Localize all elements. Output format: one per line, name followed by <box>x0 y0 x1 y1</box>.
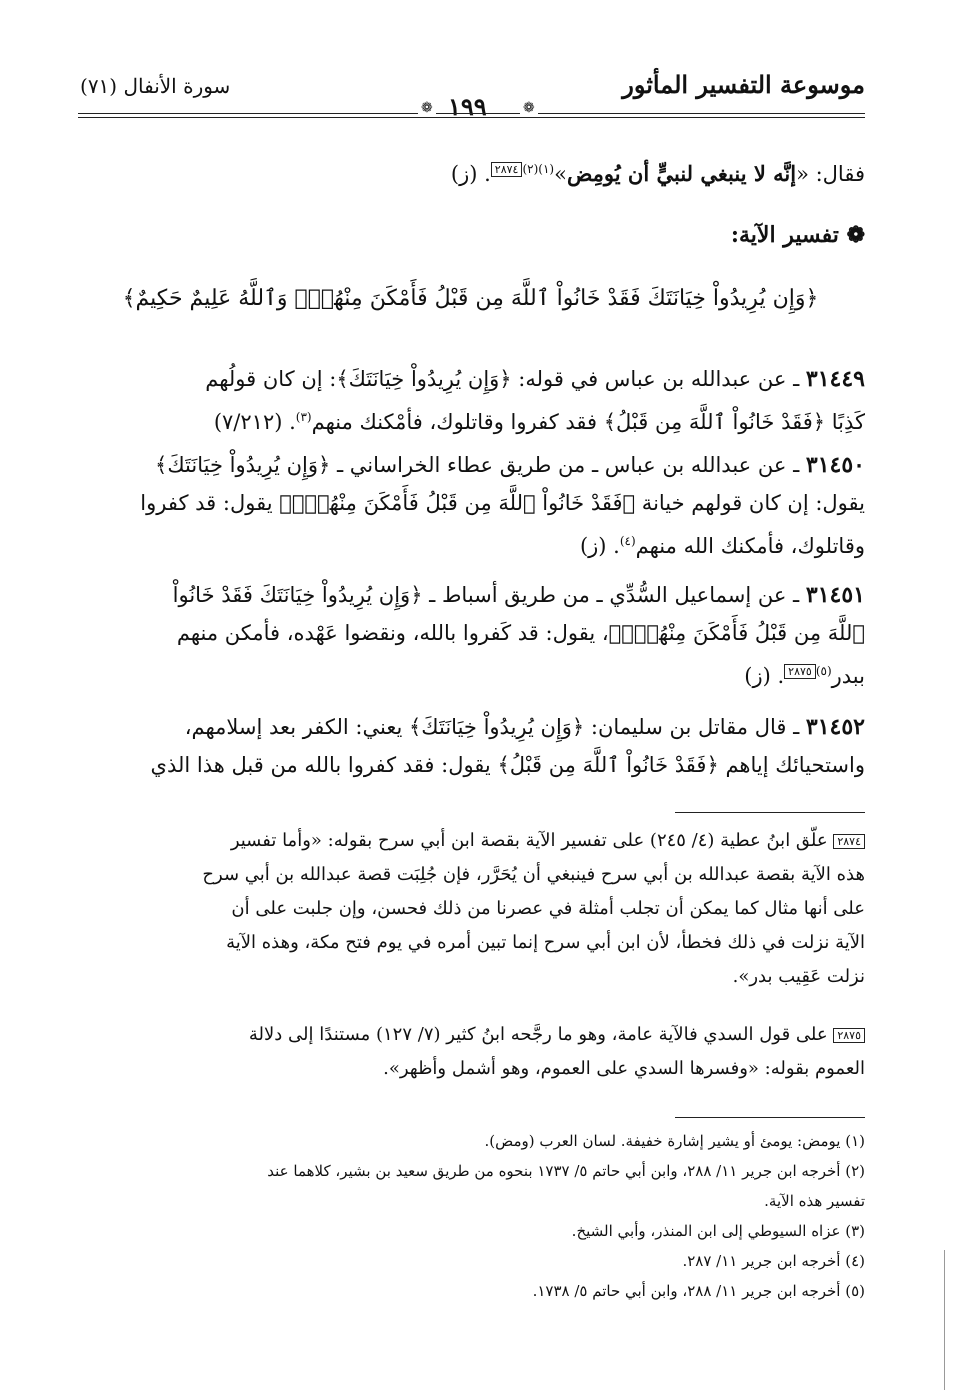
flower-icon: ❁ <box>846 222 865 248</box>
footnote-2-cont: تفسير هذه الآية. <box>764 1192 865 1210</box>
surah-title: سورة الأنفال (٧١) <box>80 74 231 98</box>
intro-line: فقال: «إنَّه لا ينبغي لنبيٍّ أن يُومِض»$^{(١)(٢)}$٢٨٧٤. (ز) <box>450 161 865 186</box>
ornament-icon: ❁ <box>520 100 538 116</box>
page-number: ١٩٩ <box>448 92 487 121</box>
note-ref-box: ٢٨٧٥ <box>784 664 816 679</box>
page-edge-line <box>944 1250 945 1390</box>
note-ref-box: ٢٨٧٤ <box>491 162 523 177</box>
entry-31449: ٣١٤٤٩ ـ عن عبدالله بن عباس في قوله: ﴿وَإِن يُرِيدُواْ خِيَانَتَكَ﴾: إن كان قولُهم كَذِبًا ﴿فَقَدْ خَانُواْ ٱللَّهَ مِن قَبْلُ﴾ فقد كفروا وقاتلوك، فأمْكنك منهم$^{(٣)}$. (٧/٢١٢) <box>205 366 865 434</box>
header-rule-thin <box>78 117 865 118</box>
book-title: موسوعة التفسير المأثور <box>622 70 865 99</box>
entry-number: ٣١٤٥٢ <box>805 714 865 740</box>
entry-number: ٣١٤٤٩ <box>805 366 865 392</box>
entry-31450: ٣١٤٥٠ ـ عن عبدالله بن عباس ـ من طريق عطاء الخراساني ـ ﴿وَإِن يُرِيدُواْ خِيَانَتَكَ﴾ يقول: إن كان قولهم خيانة ﴿فَقَدْ خَانُواْ ٱللَّهَ مِن قَبْلُ فَأَمْكَنَ مِنْهُمْۗ﴾ يقول: قد كفروا وقاتلوك، فأمكنك الله منهم$^{(٤)}$. (ز) <box>140 452 865 558</box>
footnote-1: (١) يومض: يومئ أو يشير إشارة خفيفة. لسان العرب (ومض). <box>484 1132 865 1150</box>
footnotes <box>76 1126 865 1306</box>
note-ref-box: ٢٨٧٤ <box>833 834 865 849</box>
entry-number: ٣١٤٥١ <box>805 582 865 608</box>
footnote-3: (٣) عزاه السيوطي إلى ابن المنذر، وأبي الشيخ. <box>571 1222 865 1240</box>
ornament-icon: ❁ <box>418 100 436 116</box>
hadith-quote: إنَّه لا ينبغي لنبيٍّ أن يُومِض <box>566 161 797 186</box>
entry-number: ٣١٤٥٠ <box>805 452 865 478</box>
note-ref-box: ٢٨٧٥ <box>833 1028 865 1043</box>
quran-verse: ﴿وَإِن يُرِيدُواْ خِيَانَتَكَ فَقَدْ خَانُواْ ٱللَّهَ مِن قَبْلُ فَأَمْكَنَ مِنْهُمْۗ وَٱللَّهُ عَلِيمٌ حَكِيمٌ﴾ <box>122 286 819 311</box>
header-rule <box>78 113 865 114</box>
footnote-2: (٢) أخرجه ابن جرير ١١/ ٢٨٨، وابن أبي حاتم ٥/ ١٧٣٧ بنحوه من طريق سعيد بن بشير، كلاهما عند <box>267 1162 865 1180</box>
entry-31452: ٣١٤٥٢ ـ قال مقاتل بن سليمان: ﴿وَإِن يُرِيدُواْ خِيَانَتَكَ﴾ يعني: الكفر بعد إسلامهم، واستحيائك إياهم ﴿فَقَدْ خَانُواْ ٱللَّهَ مِن قَبْلُ﴾ يقول: فقد كفروا بالله من قبل هذا الذي <box>150 714 865 777</box>
footnote-5: (٥) أخرجه ابن جرير ١١/ ٢٨٨، وابن أبي حاتم ٥/ ١٧٣٨. <box>532 1282 865 1300</box>
entry-31451: ٣١٤٥١ ـ عن إسماعيل السُّدِّي ـ من طريق أسباط ـ ﴿وَإِن يُرِيدُواْ خِيَانَتَكَ فَقَدْ خَانُواْ ٱللَّهَ مِن قَبْلُ فَأَمْكَنَ مِنْهُمْۗ﴾، يقول: قد كَفروا بالله، ونقضوا عَهْده، فأمكن منهم ببدر$^{(٥)}$٢٨٧٥. (ز) <box>172 582 865 688</box>
section-heading: ❁ تفسير الآية: <box>730 222 865 248</box>
notes-separator <box>675 812 865 813</box>
footnotes-separator <box>675 1117 865 1118</box>
footnote-4: (٤) أخرجه ابن جرير ١١/ ٢٨٧. <box>682 1252 865 1270</box>
note-2874: ٢٨٧٤ علّق ابنُ عطية (٤/ ٢٤٥) على تفسير الآية بقصة ابن أبي سرح بقوله: «وأما تفسير هذه الآية بقصة عبدالله بن أبي سرح فينبغي أن يُحَرَّر، فإن جُلِبَت قصة عبدالله بن أبي سرح على أنها مثال كما يمكن أن تجلب أمثلة في عصرنا من ذلك فحسن، وإن جلبت على أن الآية نزلت في ذلك فخطأ، لأن ابن أبي سرح إنما تبين أمره في يوم فتح مكة، وهذه الآية نزلت عَقِيب بدر». <box>202 830 865 987</box>
note-2875: ٢٨٧٥ على قول السدي فالآية عامة، وهو ما رجَّحه ابنُ كثير (٧/ ١٢٧) مستندًا إلى دلالة العموم بقوله: «وفسرها السدي على العموم، وهو أشمل وأظهر». <box>248 1024 865 1079</box>
